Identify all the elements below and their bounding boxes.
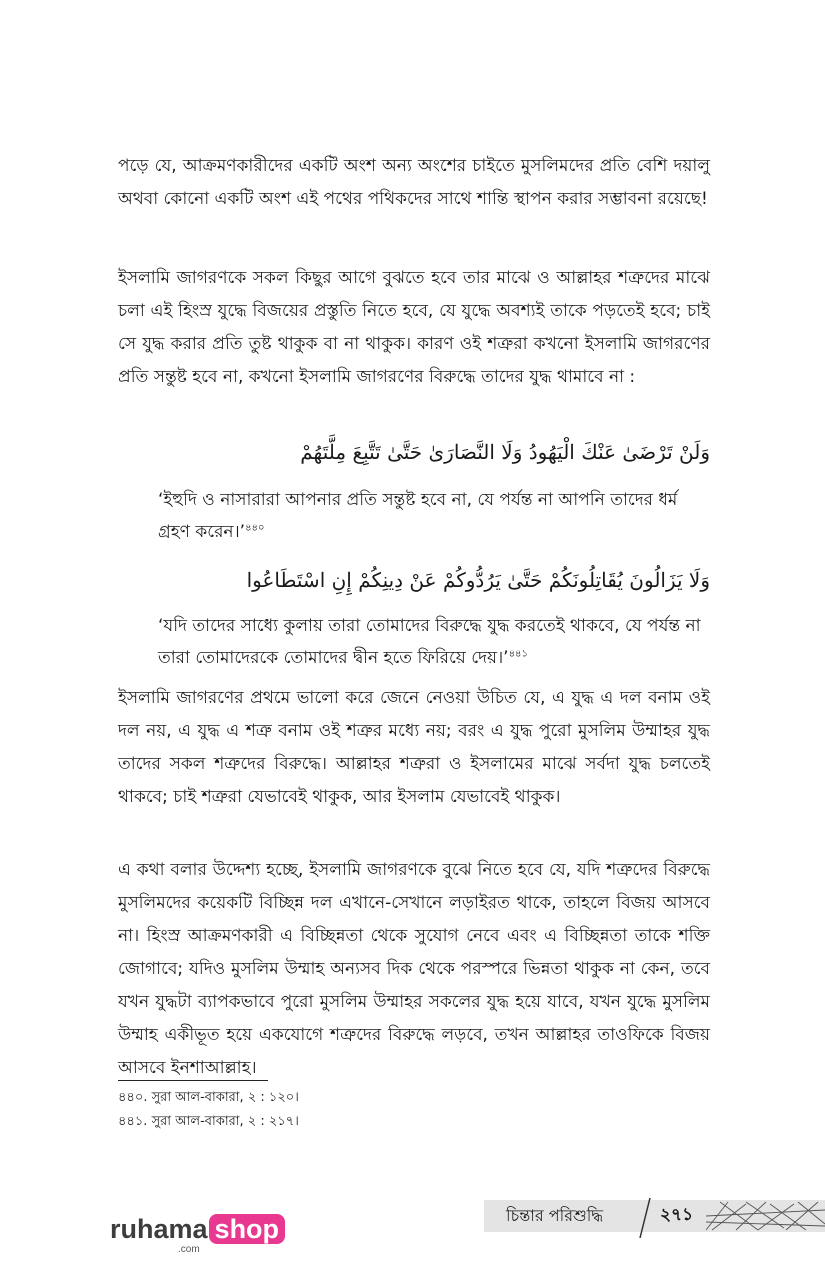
verse-translation-2-text: ‘যদি তাদের সাধ্যে কুলায় তারা তোমাদের বিরুদ্ধে যুদ্ধ করতেই থাকবে, যে পর্যন্ত না তারা তোমাদেরকে তোমাদের দ্বীন হতে ফিরিয়ে দেয়।’ <box>158 616 701 668</box>
footnote-divider <box>118 1080 268 1081</box>
decorative-hatch-pattern <box>706 1200 825 1232</box>
arabic-verse-1: وَلَنْ تَرْضَىٰ عَنْكَ الْيَهُودُ وَلَا النَّصَارَىٰ حَتَّىٰ تَتَّبِعَ مِلَّتَهُمْ <box>300 440 710 464</box>
arabic-verse-2: وَلَا يَزَالُونَ يُقَاتِلُونَكُمْ حَتَّىٰ يَرُدُّوكُمْ عَنْ دِينِكُمْ إِنِ اسْتَطَاعُوا <box>246 568 710 592</box>
paragraph-3: ইসলামি জাগরণের প্রথমে ভালো করে জেনে নেওয়া উচিত যে, এ যুদ্ধ এ দল বনাম ওই দল নয়, এ যুদ্ধ এ শত্রু বনাম ওই শত্রুর মধ্যে নয়; বরং এ যুদ্ধ পুরো মুসলিম উম্মাহর যুদ্ধ তাদের সকল শত্রুদের বিরুদ্ধে। আল্লাহর শত্রুরা ও ইসলামের মাঝে সর্বদা যুদ্ধ চলতেই থাকবে; চাই শত্রুরা যেভাবেই থাকুক, আর ইসলাম যেভাবেই থাকুক। <box>118 688 710 807</box>
verse-translation-1 <box>158 484 714 548</box>
verse-translation-2 <box>158 610 714 674</box>
running-footer-title: চিন্তার পরিশুদ্ধি <box>506 1206 604 1225</box>
page-number: ২৭১ <box>660 1205 694 1225</box>
footnote-ref-440: ৪৪০ <box>245 522 265 534</box>
ruhamashop-logo <box>110 1213 285 1245</box>
footnote-440: ৪৪০. সুরা আল-বাকারা, ২ : ১২০। <box>118 1090 299 1105</box>
logo-text-shop: shop <box>209 1214 286 1244</box>
paragraph-2: ইসলামি জাগরণকে সকল কিছুর আগে বুঝতে হবে তার মাঝে ও আল্লাহর শত্রুদের মাঝে চলা এই হিংস্র যুদ্ধে বিজয়ের প্রস্তুতি নিতে হবে, যে যুদ্ধে অবশ্যই তাকে পড়তেই হবে; চাই সে যুদ্ধ করার প্রতি তুষ্ট থাকুক বা না থাকুক। কারণ ওই শত্রুরা কখনো ইসলামি জাগরণের প্রতি সন্তুষ্ট হবে না, কখনো ইসলামি জাগরণের বিরুদ্ধে তাদের যুদ্ধ থামাবে না : <box>118 268 710 387</box>
logo-text-ruhama: ruhama <box>110 1214 208 1244</box>
footnote-441: ৪৪১. সুরা আল-বাকারা, ২ : ২১৭। <box>118 1114 299 1129</box>
paragraph-1: পড়ে যে, আক্রমণকারীদের একটি অংশ অন্য অংশের চাইতে মুসলিমদের প্রতি বেশি দয়ালু অথবা কোনো একটি অংশ এই পথের পথিকদের সাথে শান্তি স্থাপন করার সম্ভাবনা রয়েছে! <box>118 156 710 209</box>
footer-divider-slash <box>638 1198 652 1238</box>
logo-domain: .com <box>178 1244 200 1255</box>
verse-translation-1-text: ‘ইহুদি ও নাসারারা আপনার প্রতি সন্তুষ্ট হবে না, যে পর্যন্ত না আপনি তাদের ধর্ম গ্রহণ করেন।’ <box>158 490 678 542</box>
paragraph-4: এ কথা বলার উদ্দেশ্য হচ্ছে, ইসলামি জাগরণকে বুঝে নিতে হবে যে, যদি শত্রুদের বিরুদ্ধে মুসলিমদের কয়েকটি বিচ্ছিন্ন দল এখানে-সেখানে লড়াইরত থাকে, তাহলে বিজয় আসবে না। হিংস্র আক্রমণকারী এ বিচ্ছিন্নতা থেকে সুযোগ নেবে এবং এ বিচ্ছিন্নতা তাকে শক্তি জোগাবে; যদিও মুসলিম উম্মাহ অন্যসব দিক থেকে পরস্পরে ভিন্নতা থাকুক না কেন, তবে যখন যুদ্ধটা ব্যাপকভাবে পুরো মুসলিম উম্মাহর সকলের যুদ্ধ হয়ে যাবে, যখন যুদ্ধে মুসলিম উম্মাহ একীভূত হয়ে একযোগে শত্রুদের বিরুদ্ধে লড়বে, তখন আল্লাহর তাওফিকে বিজয় আসবে ইনশাআল্লাহ। <box>118 860 710 1078</box>
footnote-ref-441: ৪৪১ <box>508 648 529 660</box>
